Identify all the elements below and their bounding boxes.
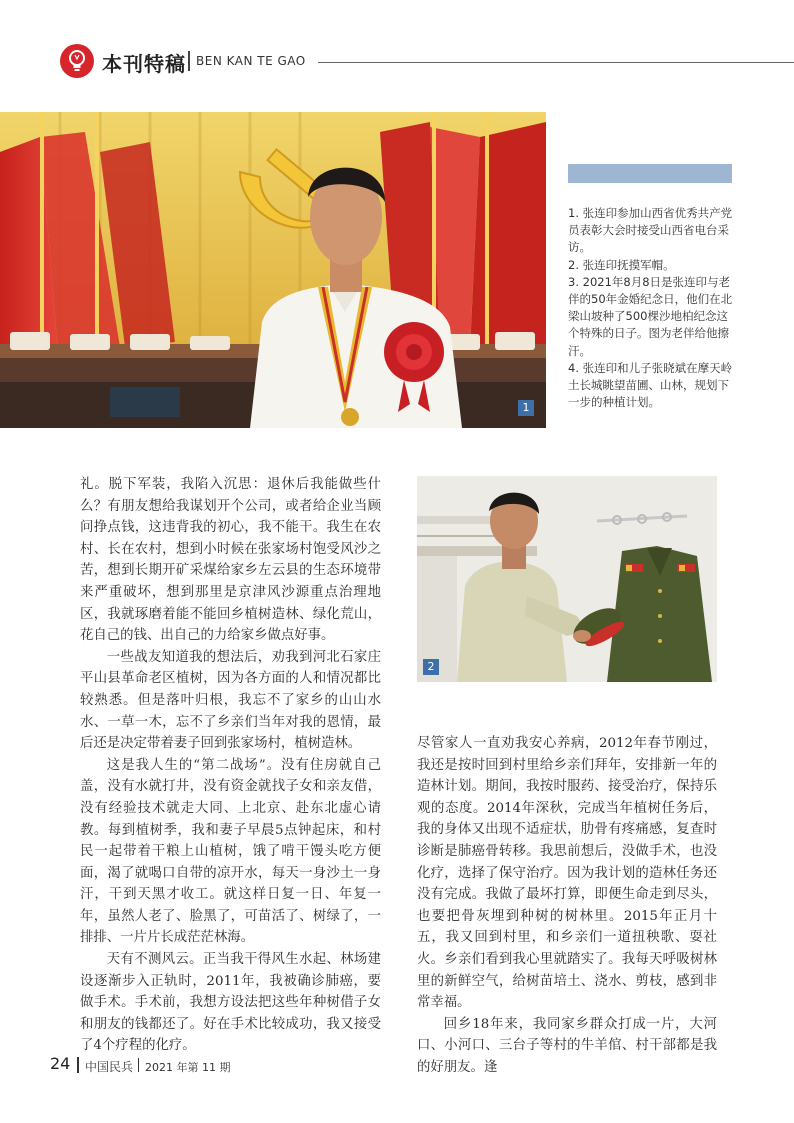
caption-line: 3. 2021年8月8日是张连印与老伴的50年金婚纪念日，他们在北梁山坡种了500棵沙地柏纪念这个特殊的日子。图为老伴给他擦汗。 — [568, 274, 733, 358]
caption-line: 4. 张连印和儿子张晓斌在摩天岭土长城眺望苗圃、山林，规划下一步的种植计划。 — [568, 360, 733, 410]
article-paragraph: 一些战友知道我的想法后，劝我到河北石家庄平山县革命老区植树，因为各方面的人和情况都比较熟悉。但是落叶归根，我忘不了家乡的山山水水、一草一木，忘不了乡亲们当年对我的恩情，最后还是决定带着妻子回到张家场村，植树造林。 — [80, 649, 381, 752]
issue-label: 2021 年第 11 期 — [145, 1061, 231, 1074]
article-paragraph: 礼。脱下军装，我陷入沉思：退休后我能做些什么？有朋友想给我谋划开个公司，或者给企业当顾问挣点钱，这违背我的初心，我不能干。我生在农村、长在农村，想到小时候在张家场村饱受风沙之苦，想到长期开矿采煤给家乡左云县的生态环境带来严重破坏，想到那里是京津风沙源重点治理地区，我就琢磨着能不能回乡植树造林、绿化荒山，花自己的钱、出自己的力给家乡做点好事。 — [80, 477, 381, 644]
article-column-left — [80, 474, 381, 1057]
photo-interview — [0, 112, 546, 428]
lightbulb-icon — [60, 44, 94, 78]
footer-divider — [77, 1057, 79, 1073]
photo-military-cap-image — [417, 476, 717, 682]
header-rule — [318, 62, 794, 63]
section-logo — [60, 44, 94, 78]
footer-divider — [138, 1058, 139, 1072]
caption-line: 1. 张连印参加山西省优秀共产党员表彰大会时接受山西省电台采访。 — [568, 206, 733, 255]
article-paragraph: 回乡18年来，我同家乡群众打成一片，大河口、小河口、三台子等村的牛羊倌、村干部都是我的好朋友。逢 — [417, 1016, 717, 1075]
article-paragraph: 天有不测风云。正当我干得风生水起、林场建设逐渐步入正轨时，2011年，我被确诊肺癌，要做手术。手术前，我想方设法把这些年种树借子女和朋友的钱都还了。好在手术比较成功，我又接受了4个疗程的化疗。 — [80, 952, 381, 1054]
caption-line: 2. 张连印抚摸军帽。 — [568, 257, 675, 272]
section-pinyin: BEN KAN TE GAO — [196, 54, 306, 68]
photo-caption — [568, 205, 734, 411]
photo-number-badge: 2 — [423, 659, 439, 675]
page-number: 24 — [50, 1054, 71, 1073]
header-divider — [188, 51, 190, 71]
magazine-name: 中国民兵 — [85, 1060, 134, 1074]
photo-interview-image — [0, 112, 546, 428]
caption-heading-bar — [568, 164, 732, 183]
photo-number-badge: 1 — [518, 400, 534, 416]
article-paragraph: 尽管家人一直劝我安心养病，2012年春节刚过，我还是按时回到村里给乡亲们拜年，安排新一年的造林计划。期间，我按时服药、接受治疗，保持乐观的态度。2014年深秋，完成当年植树任务后，我的身体又出现不适症状，肋骨有疼痛感，复查时诊断是肺癌骨转移。我思前想后，没做手术，也没化疗，选择了保守治疗。因为我计划的造林任务还没有完成。我做了最坏打算，即便生命走到尽头，也要把骨灰埋到种树的树林里。2015年正月十五，我又回到村里，和乡亲们一道扭秧歌、耍社火。乡亲们看到我心里就踏实了。我每天呼吸树林里的新鲜空气，给树苗培土、浇水、剪枝，感到非常幸福。 — [417, 736, 717, 1011]
photo-military-cap — [417, 476, 717, 682]
section-title: 本刊特稿 — [102, 52, 186, 76]
article-column-right — [417, 733, 717, 1079]
article-paragraph: 这是我人生的“第二战场”。没有住房就自己盖，没有水就打井，没有资金就找子女和亲友借，没有经验技术就走大同、上北京、赴东北虚心请教。每到植树季，我和妻子早晨5点钟起床，和村民一起带着干粮上山植树，饿了啃干馒头吃方便面，渴了就喝口自带的凉开水，每天一身沙土一身汗，干到天黑才收工。就这样日复一日、年复一年，虽然人老了、脸黑了，可苗活了、树绿了，一排排、一片片长成茫茫林海。 — [80, 757, 381, 946]
